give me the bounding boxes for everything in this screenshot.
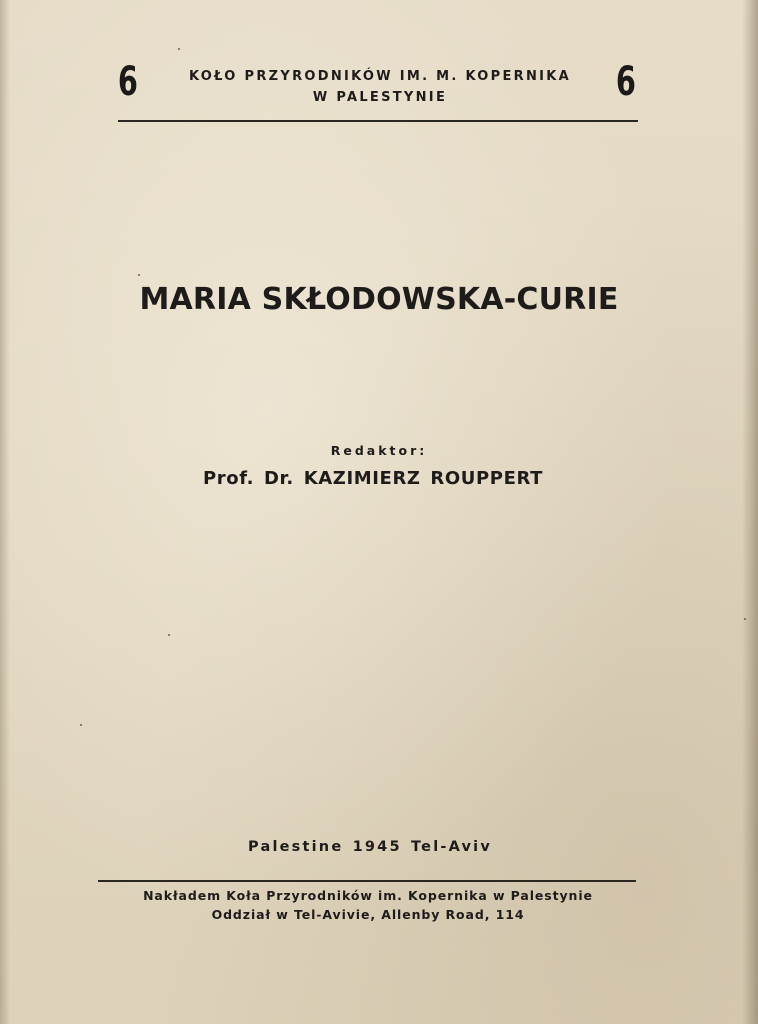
book-title: MARIA SKŁODOWSKA-CURIE — [139, 282, 619, 317]
paper-speck — [178, 48, 180, 50]
series-number-left: 6 — [117, 59, 138, 105]
paper-speck — [138, 274, 140, 276]
header-rule — [118, 120, 638, 122]
editor-label: Redaktor: — [330, 443, 428, 458]
paper-edge-shadow-right — [742, 0, 758, 1024]
footer-rule — [98, 880, 636, 882]
paper-speck — [168, 634, 170, 636]
paper-speck — [80, 724, 82, 726]
editor-name: Prof. Dr. KAZIMIERZ ROUPPERT — [202, 468, 544, 489]
paper-edge-shadow-left — [0, 0, 10, 1024]
series-header-line2: W PALESTYNIE — [312, 90, 448, 105]
paper-speck — [744, 618, 746, 620]
publisher-line1: Nakładem Koła Przyrodników im. Kopernika w Palestynie — [143, 888, 593, 903]
series-header — [150, 66, 610, 108]
series-number-right: 6 — [615, 59, 636, 105]
place-and-year: Palestine 1945 Tel-Aviv — [248, 839, 492, 855]
publisher-line2: Oddział w Tel-Avivie, Allenby Road, 114 — [211, 907, 525, 922]
series-header-line1: KOŁO PRZYRODNIKÓW IM. M. KOPERNIKA — [188, 69, 571, 84]
publisher-block — [96, 886, 640, 924]
